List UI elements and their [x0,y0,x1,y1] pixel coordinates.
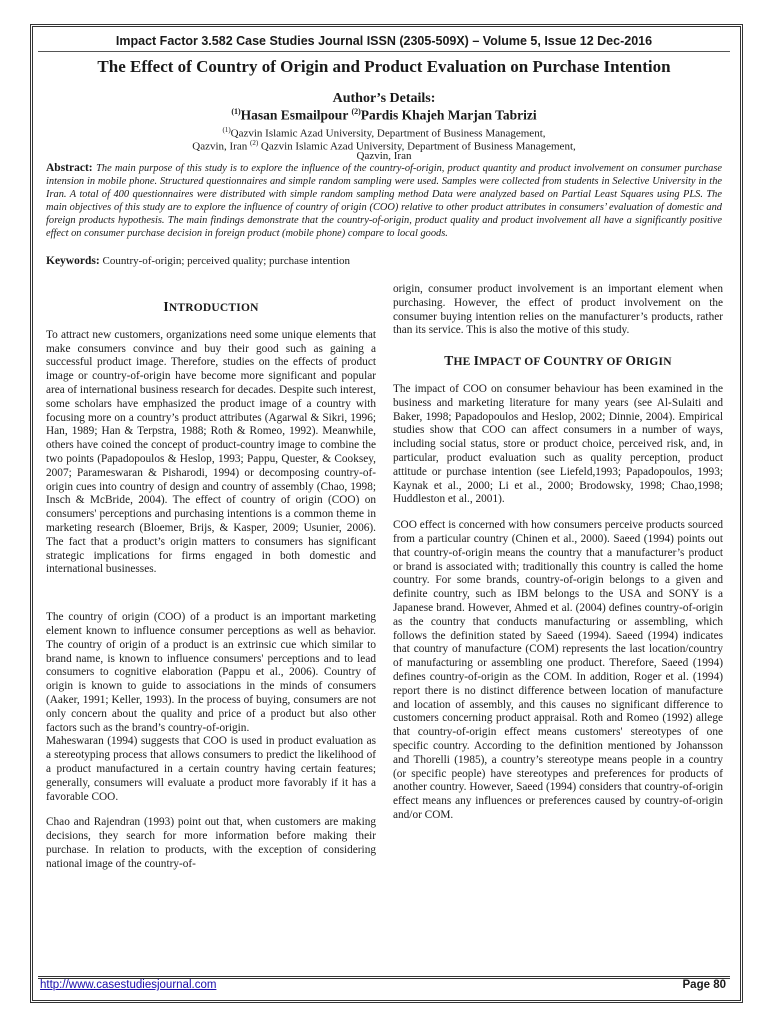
affiliation-line-3: Qazvin, Iran [356,150,412,162]
journal-url-link[interactable]: http://www.casestudiesjournal.com [40,979,217,991]
journal-header: Impact Factor 3.582 Case Studies Journal ISSN (2305-509X) – Volume 5, Issue 12 Dec-2016 [115,34,653,48]
page-number: Page 80 [682,979,726,991]
author2-marker: (2) [351,107,361,116]
author-heading: Author’s Details: [332,91,436,106]
author1-marker: (1) [231,107,241,116]
author1-name: Hasan Esmailpour [240,107,352,123]
author-names [0,107,768,124]
left-column [46,300,376,871]
paragraph: Maheswaran (1994) suggests that COO is used in product evaluation as a stereotyping process that allows consumers to predict the likelihood of a product manufactured in a certain country having certain features; generally, consumers will evaluate a product more favorably if it has a favorable COO. [46,735,376,803]
paragraph: The impact of COO on consumer behaviour has been examined in the business and marketing literature for many years (see Al-Sulaiti and Baker, 1998; Papadopoulos and Heslop, 2002; Dinnie, 2004). Empirical studies show that COO can affect consumers in a number of ways, including social status, store or product choice, perceived risk, and, in particular, product evaluation such as quality perception, product attitude or purchase intention (see Liefeld,1993; Papadopoulos, 1993; Kaynak et al., 2000; Li et al., 2000; Brodowsky, 1998; Chao,1998; Huddleston et al., 2001). [393,382,723,506]
paragraph: To attract new customers, organizations need some unique elements that make consumers convince and buy their good such as gaining a successful product image. Therefore, studies on the effects of product image or country-of-origin have become more significant and popular area of international business research for decades. Despite such interest, some scholars have emphasized the product image of a country with focusing more on a country’s product attributes (Agarwal & Sikri, 1996; Han, 1989; Han & Terpstra, 1988; Roth & Romeo, 1992). Meanwhile, others have coined the concept of product-country image to combine the two points (Papadopoulos & Heslop, 1993; Pappu, Quester, & Cooksey, 2007; Parameswaran & Pisharodi, 1994) or decomposing country-of-origin cues into country of design and country of assembly (Chao, 1998; Insch & McBride, 2004). The effect of country of origin (COO) on consumers' perceptions and purchasing intentions is a common theme in marketing research (Bloemer, Brijs, & Kasper, 2009; Usunier, 2006). The fact that a product’s origin matters to consumers has significant strategic implications for firms engaged in both domestic and international businesses. [46,328,376,576]
keywords-text: Country-of-origin; perceived quality; purchase intention [102,255,350,267]
section-heading-introduction: INTRODUCTION [163,299,259,314]
keywords-label: Keywords: [46,255,103,267]
keywords [46,255,722,267]
author2-name: Pardis Khajeh Marjan Tabrizi [360,107,537,123]
header-divider [38,51,730,52]
affiliation-line-2: Qazvin, Iran $^{(2)}$ Qazvin Islamic Azad University, Department of Business Management, [192,139,576,153]
paper-title: The Effect of Country of Origin and Product Evaluation on Purchase Intention [97,57,671,76]
abstract-text: The main purpose of this study is to explore the influence of the country-of-origin, product quantity and product involvement on consumer purchase intension in mobile phone. Structured questionnaires and simple random sampling were used. Samples were collected from students in Selective University in the Iran. A total of 400 questionnaires were distributed with simple random sampling method Data were analyzed based on Partial Least Squares using PLS. The main objectives of this study are to explore the influence of country of origin (COO) relative to other product attributes in consumers’ evaluation of domestic and foreign products hypothesis. The main findings demonstrate that the country-of-origin, product quality and product involvement all have a significantly positive effect on consumer purchase decision in foreign product (mobile phone) compare to local goods. [46,163,723,239]
paragraph: The country of origin (COO) of a product is an important marketing element known to influence consumer perceptions as well as behavior. The country of origin of a product is an extrinsic cue which similar to brand name, is known to influence consumers' perceptions and to lead consumers to cognitive elaboration (Pappu et al., 2006). Country of origin is known to guide to associations in the minds of consumers (Aaker, 1991; Keller, 1993). In the process of buying, consumers are not only concern about the quality and price of a product but also other factors such as the brand’s country-of-origin. [46,611,376,734]
abstract-label: Abstract: [46,162,97,174]
section-heading-impact-of-coo: THE IMPACT OF COUNTRY OF ORIGIN [444,353,672,369]
paragraph: COO effect is concerned with how consumers perceive products sourced from a particular country (Chinen et al., 2000). Saeed (1994) points out that country-of-origin means the country that a manufacturer’s product or brand is associated with; traditionally this country is called the home country. For some brands, country-of-origin belongs to a given and definite country, such as IBM belongs to the USA and SONY is a Japanese brand. However, Ahmed et al. (2004) defines country-of-origin as the country that conducts manufacturing or assembling, which follows the definition stated by Saeed (1994). Saeed (1994) indicates that country of manufacture (COM) represents the last location/country of manufacturing or assembling one product. Therefore, Saeed (1994) defines country-of-origin as the COM. In addition, Roger et al. (1994) report there is no distinct difference between location of manufacture and location of assembly, and this causes no significant difference to customers concerning product appraisal. Roth and Romeo (1992) allege that country-of-origin effect means customers' stereotypes of one specific country. According to the definition mentioned by Johansson and Thorelli (1985), a country’s stereotype means people in a country (or specific people) have stereotypes and preferences for products of another country. However, Saeed (1994) considers that country-of-origin effect means any influences or preferences caused by country-of-origin and/or COM. [393,519,723,821]
right-column [393,283,723,823]
paragraph: Chao and Rajendran (1993) point out that, when customers are making decisions, they search for more information before making their purchase. In relation to products, with the exception of considering national image of the country-of- [46,816,376,870]
paragraph: origin, consumer product involvement is an important element when purchasing. However, the effect of product involvement on the consumer buying intention relies on the manufacturer’s products, rather than its service. This is also the motive of this study. [393,283,723,337]
affiliation-line-1: $^{(1)}$Qazvin Islamic Azad University, Department of Business Management, [222,126,546,140]
abstract [46,162,722,240]
